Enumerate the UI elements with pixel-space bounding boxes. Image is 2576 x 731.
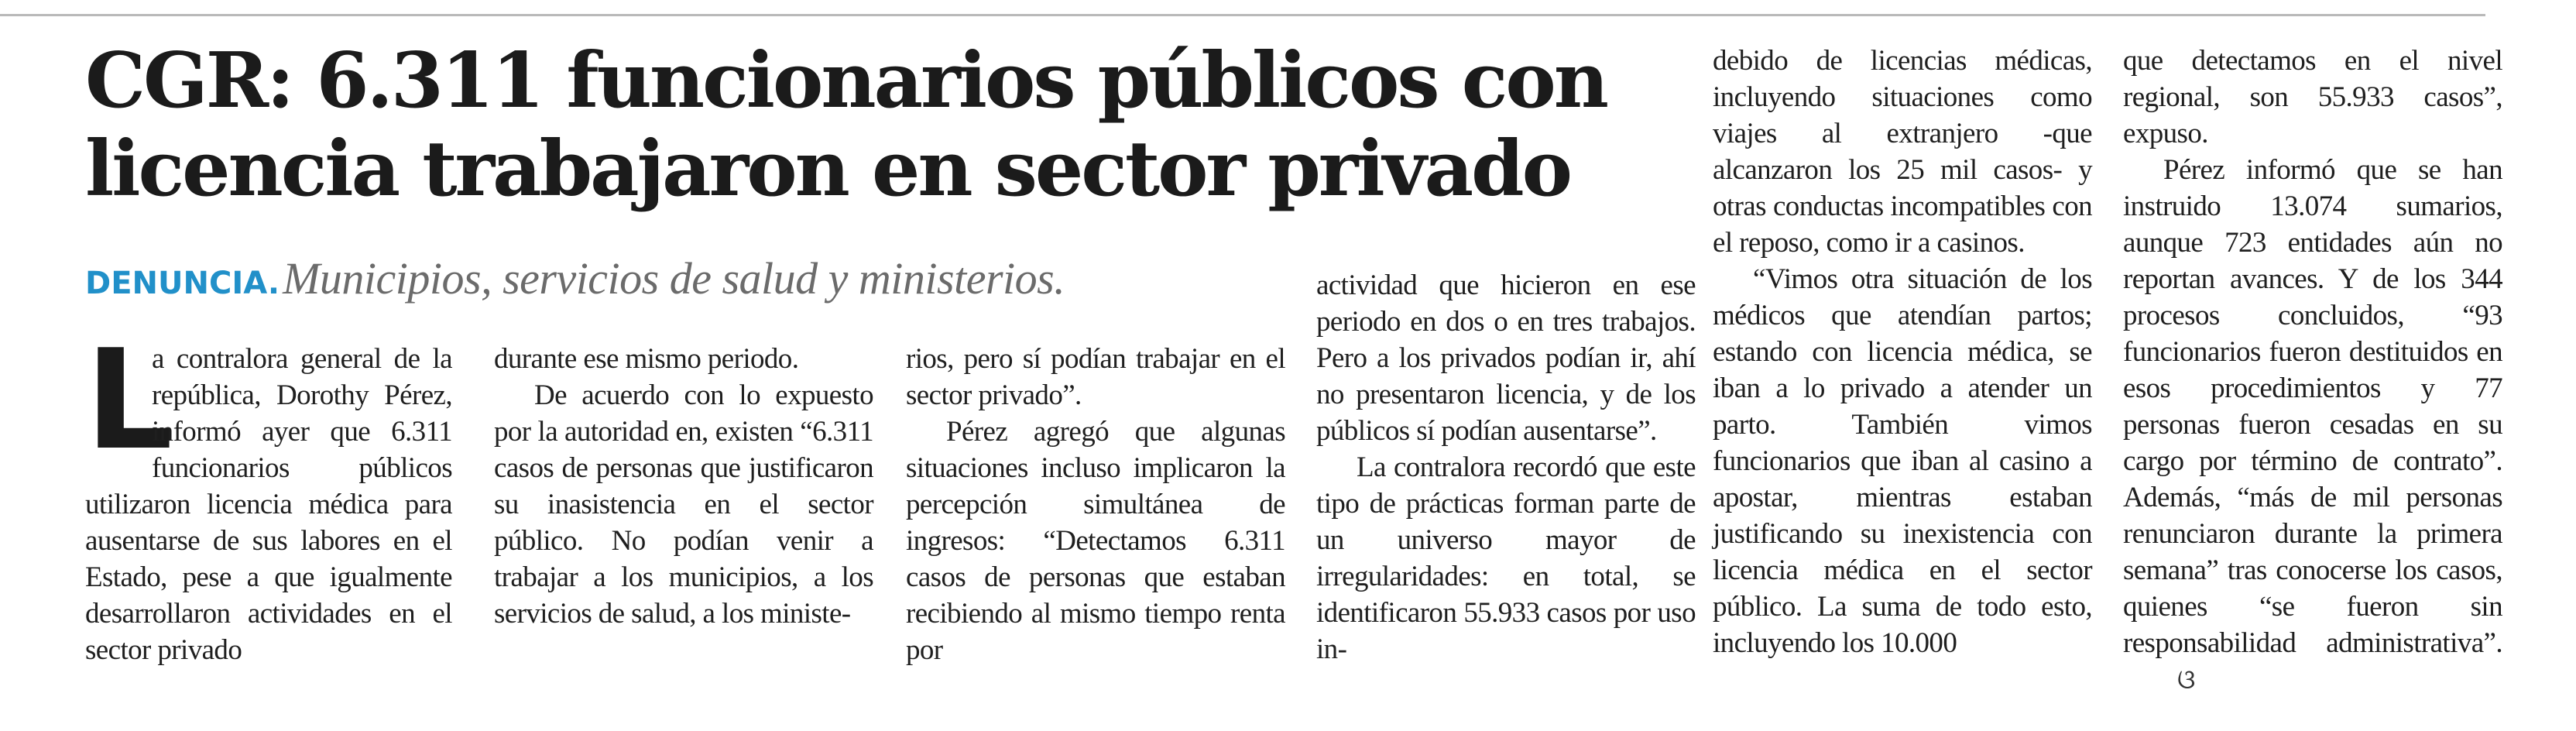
dropcap: L — [85, 320, 173, 480]
end-mark-icon: ଓ — [2177, 664, 2195, 695]
paragraph-text: Pérez informó que se han instruido 13.074 sumarios, aunque 723 entidades aún no reportan avances. Y de los 344 procesos concluidos, “93 funcionarios fueron destituidos en esos procedimientos y 77 personas fueron cesadas en su cargo por término de contrato”. Además, “más de mil personas renunciaron durante la primera semana” tras conocerse los casos, quienes “se fueron sin responsabilidad administrativa”. — [2123, 154, 2502, 659]
paragraph: Pérez agregó que algunas situaciones incluso implicaron la percepción simultánea de ingresos: “Detectamos 6.311 casos de personas que estaban recibiendo al mismo tiempo renta por — [906, 416, 1285, 666]
column-3 — [906, 341, 1285, 668]
paragraph: De acuerdo con lo expuesto por la autoridad en, existen “6.311 casos de personas que justificaron su inasistencia en el sector público. No podían venir a trabajar a los municipios, a los servicios de salud, a los ministe- — [494, 379, 873, 630]
headline: CGR: 6.311 funcionarios públicos con licencia trabajaron en sector privado — [85, 36, 1607, 214]
column-6 — [2123, 43, 2502, 698]
deck-tag: DENUNCIA. — [85, 266, 280, 301]
paragraph: que detectamos en el nivel regional, son 55.933 casos”, expuso. — [2123, 45, 2502, 149]
deck-text: Municipios, servicios de salud y ministerios. — [283, 253, 1065, 304]
paragraph: actividad que hicieron en ese periodo en dos o en tres trabajos. Pero a los privados podían ir, ahí no presentaron licencia, y de los públicos sí podían ausentarse”. — [1316, 269, 1696, 447]
column-5 — [1713, 43, 2092, 661]
paragraph: durante ese mismo periodo. — [494, 343, 799, 375]
column-1 — [85, 320, 452, 668]
paragraph: a contralora general de la república, Dorothy Pérez, informó ayer que 6.311 funcionarios públicos utilizaron licencia médica para ausentarse de sus labores en el Estado, pese a que igualmente desarrollaron actividades en el sector privado — [85, 343, 452, 666]
paragraph — [2123, 152, 2502, 698]
column-4 — [1316, 267, 1696, 668]
top-rule — [0, 14, 2485, 16]
column-2 — [494, 341, 873, 632]
paragraph: La contralora recordó que este tipo de prácticas forman parte de un universo mayor de irregularidades: en total, se identificaron 55.933 casos por uso in- — [1316, 451, 1696, 665]
paragraph: rios, pero sí podían trabajar en el sector privado”. — [906, 343, 1285, 411]
paragraph: “Vimos otra situación de los médicos que atendían partos; estando con licencia médica, se iban a lo privado a atender un parto. También vimos funcionarios que iban al casino a apostar, mientras estaban justificando su inexistencia con licencia médica en el sector público. La suma de todo esto, incluyendo los 10.000 — [1713, 263, 2092, 659]
paragraph: debido de licencias médicas, incluyendo situaciones como viajes al extranjero -que alcanzaron los 25 mil casos- y otras conductas incompatibles con el reposo, como ir a casinos. — [1713, 45, 2092, 259]
deck — [85, 252, 1309, 304]
